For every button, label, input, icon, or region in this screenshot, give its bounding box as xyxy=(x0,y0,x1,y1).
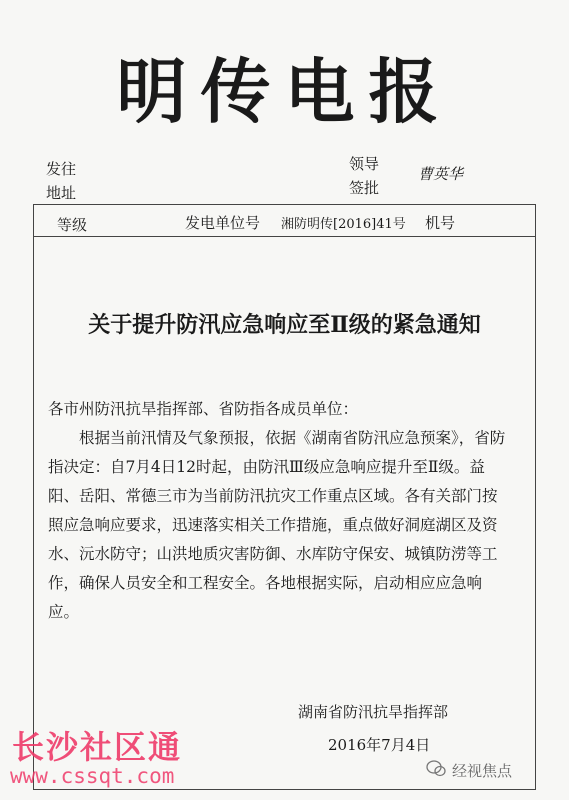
chat-bubble-icon xyxy=(426,760,446,777)
leader-signature: 曹英华 xyxy=(418,165,464,183)
address-label: 地址 xyxy=(46,184,77,202)
brand-watermark: 经视焦点 xyxy=(452,762,513,780)
telegram-title: 明传电报 xyxy=(116,50,453,133)
leader-label: 领导 xyxy=(349,155,380,173)
document-number: 湘防明传[2016]41号 xyxy=(281,217,406,232)
issuer: 湖南省防汛抗旱指挥部 xyxy=(298,703,449,721)
approve-label: 签批 xyxy=(349,179,380,197)
body-paragraph: 根据当前汛情及气象预报，依据《湖南省防汛应急预案》，省防指决定：自7月4日12时起，由防汛Ⅲ级应急响应提升至Ⅱ级。益阳、岳阳、常德三市为当前防汛抗灾工作重点区域。各有关部门按照应急响应要求，迅速落实相关工作措施，重点做好洞庭湖区及资水、沅水防守；山洪地质灾害防御、水库防守保安、城镇防涝等工作，确保人员安全和工程安全。各地根据实际，启动相应应急响应。 xyxy=(48,429,506,621)
unit-number-label: 发电单位号 xyxy=(185,214,261,232)
site-watermark: 长沙社区通 xyxy=(12,728,183,766)
send-to-label: 发往 xyxy=(46,160,77,178)
salutation: 各市州防汛抗旱指挥部、省防指各成员单位： xyxy=(48,400,359,418)
issue-date: 2016年7月4日 xyxy=(328,736,431,754)
header-row-divider xyxy=(33,236,536,237)
notice-body xyxy=(48,395,510,627)
notice-title: 关于提升防汛应急响应至Ⅱ级的紧急通知 xyxy=(88,312,481,338)
machine-number-label: 机号 xyxy=(425,214,456,232)
level-label: 等级 xyxy=(57,216,88,234)
site-url-watermark: www.cssqt.com xyxy=(10,764,175,788)
